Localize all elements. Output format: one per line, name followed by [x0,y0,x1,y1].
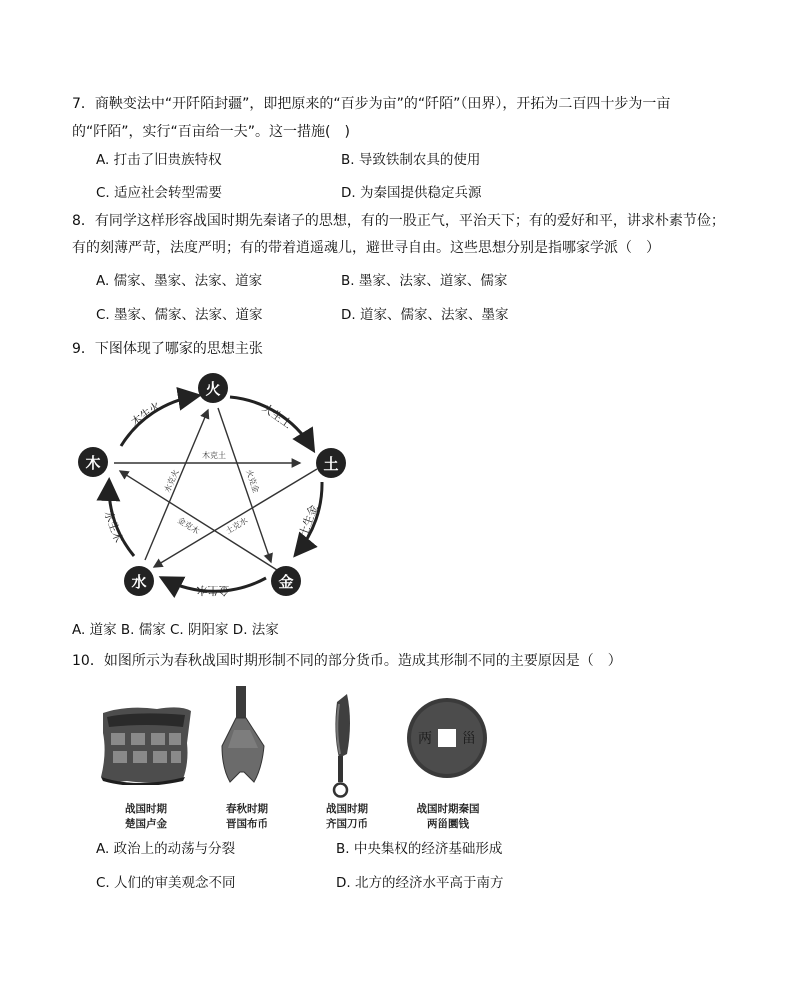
coin-inscription-right: 甾 [462,731,476,747]
qi-knife-coin-image [325,692,357,800]
q7-option-c[interactable]: C. 适应社会转型需要 [96,185,223,201]
chu-gold-slab-image [97,703,195,785]
q10-option-d[interactable]: D. 北方的经济水平高于南方 [336,875,504,891]
node-wood: 木 [85,454,101,472]
q7-stem-line1: 7．商鞅变法中“开阡陌封疆”，即把原来的“百步为亩”的“阡陌”（田界），开拓为二百四十步为一亩 [72,96,671,112]
star-line-fire-metal [218,408,271,562]
q7-option-b[interactable]: B. 导致铁制农具的使用 [341,152,481,168]
label-metal-gen-water: 金生水 [196,584,230,597]
q9-stem: 9．下图体现了哪家的思想主张 [72,341,263,357]
coin-caption-chu: 战国时期 楚国卢金 [125,803,167,830]
label-fire-over-metal: 火克金 [244,468,261,494]
q10-option-a[interactable]: A. 政治上的动荡与分裂 [96,841,236,857]
q10-stem: 10．如图所示为春秋战国时期形制不同的部分货币。造成其形制不同的主要原因是（ ） [72,653,622,669]
jin-spade-coin-image [218,684,268,796]
label-earth-gen-metal: 土生金 [296,503,321,539]
q8-option-d[interactable]: D. 道家、儒家、法家、墨家 [341,307,509,323]
node-earth: 土 [323,455,339,473]
coin-caption-qin: 战国时期秦国 两甾圜钱 [416,803,480,830]
label-wood-gen-fire: 木生火 [128,399,164,429]
q7-stem-line2: 的“阡陌”，实行“百亩给一夫”。这一措施( ) [72,124,350,140]
five-elements-diagram [72,370,362,610]
node-metal: 金 [278,573,294,591]
q8-stem-line2: 有的刻薄严苛，法度严明；有的带着逍遥魂儿，避世寻自由。这些思想分别是指哪家学派（ ） [72,240,660,256]
q7-option-a[interactable]: A. 打击了旧贵族特权 [96,152,222,168]
label-metal-over-wood: 金克木 [175,515,201,537]
q8-option-a[interactable]: A. 儒家、墨家、法家、道家 [96,273,263,289]
qin-round-coin-image [405,696,489,780]
label-wood-over-earth: 木克土 [202,451,226,460]
node-fire: 火 [205,380,221,398]
q8-option-c[interactable]: C. 墨家、儒家、法家、道家 [96,307,263,323]
q10-option-c[interactable]: C. 人们的审美观念不同 [96,875,236,891]
node-water: 水 [131,573,147,591]
coin-inscription-left: 两 [418,731,432,747]
q9-options[interactable]: A. 道家 B. 儒家 C. 阴阳家 D. 法家 [72,622,279,638]
coin-caption-qi: 战国时期 齐国刀币 [326,803,368,830]
q7-option-d[interactable]: D. 为秦国提供稳定兵源 [341,185,482,201]
label-earth-over-water: 土克水 [224,515,250,536]
q8-stem-line1: 8．有同学这样形容战国时期先秦诸子的思想，有的一股正气，平治天下；有的爱好和平，讲求朴素节俭； [72,213,725,229]
coin-caption-jin: 春秋时期 晋国布币 [226,803,268,830]
label-fire-gen-earth: 火生土 [259,401,295,431]
star-line-water-fire [145,410,208,560]
label-water-over-fire: 水克火 [162,468,181,494]
label-water-gen-wood: 水生木 [101,509,126,545]
q10-option-b[interactable]: B. 中央集权的经济基础形成 [336,841,503,857]
q8-option-b[interactable]: B. 墨家、法家、道家、儒家 [341,273,508,289]
